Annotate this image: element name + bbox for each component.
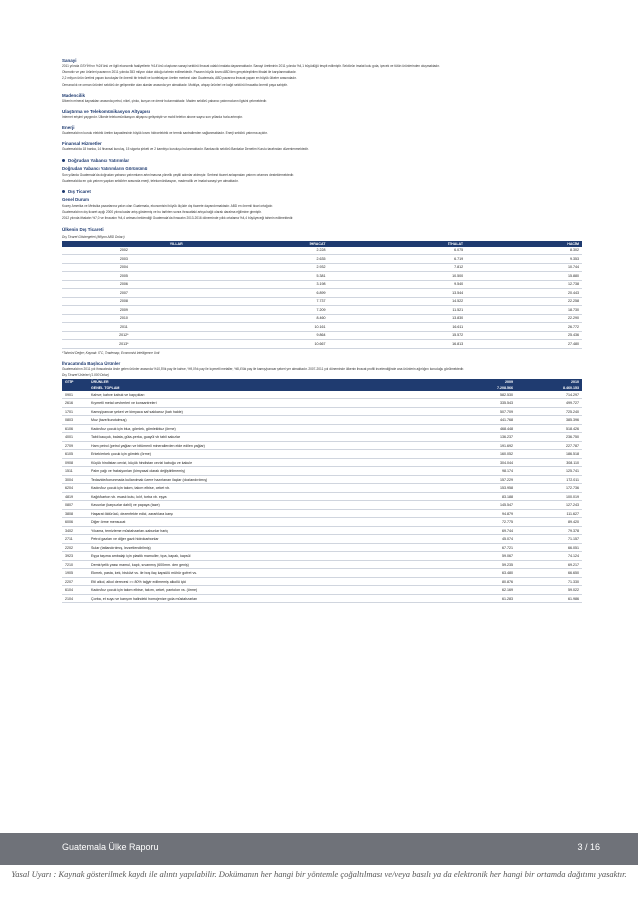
- table-cell: 15.572: [329, 331, 467, 340]
- table-cell: 3004: [62, 475, 88, 484]
- table-cell: 304.044: [450, 458, 516, 467]
- trade-para: Guatemala'nın dış ticaret açığı 2000 yılına kadar artış göstermiş ve bu tarihten sonra ihracattaki artışa bağlı olarak daralma eğilimine girmiştir.: [62, 210, 262, 215]
- table-cell: 714.297: [516, 391, 582, 399]
- col-header: İHRACAT: [186, 241, 329, 247]
- table-cell: 89.420: [516, 518, 582, 527]
- table-row: [62, 577, 582, 586]
- section-para: 2011 yılında GSYİH'nın %24'ünü ve ilgili ekonomik faaliyetlerin %14'ünü oluşturan sanayi sektörü ihracat odaklı imalata dayanmaktadır. Sanayi üretiminin 2011 yılında %4,1 büyüdüğü tespit edilmiştir. Sektörün imalat kolu gıda, içecek ve tütün ürünlerinden oluşmaktadır.: [62, 64, 440, 68]
- table-cell: Tedavide/korunmada kullanılmak üzere hazırlanan ilaçlar (dozlandırılmış): [88, 475, 450, 484]
- table-cell: 69.217: [516, 560, 582, 569]
- table-cell: 2711: [62, 535, 88, 544]
- table-cell: Kahve; kahve kabuk ve kapçıkları: [88, 391, 450, 399]
- section-para: 2,2 milyon ürün üretimi yapan kuruluşlar ile önemli bir tekstil ve konfeksiyon üretim merkezi olan Guatemala, ABD pazarına ihracat yapan en büyük ülkeler arasındadır.: [62, 76, 297, 81]
- table-row: [62, 509, 582, 518]
- table-cell: 468.448: [450, 424, 516, 433]
- table-cell: 66.650: [516, 569, 582, 578]
- table-cell: 2008: [62, 297, 186, 306]
- col-header: İTHALAT: [329, 241, 467, 247]
- table-row: [62, 484, 582, 493]
- table-cell: Tabii kauçuk, balata, güta-perka, guayül vb tabii sakızlar: [88, 433, 450, 442]
- section-heading: Madencilik: [62, 92, 86, 98]
- table-cell: 10.161: [186, 323, 329, 332]
- table-row: [62, 569, 582, 578]
- table-row: [62, 272, 582, 281]
- table-cell: 127.243: [516, 501, 582, 510]
- table-cell: 98.174: [450, 467, 516, 476]
- table-cell: Kamış/pancar şekeri ve kimyaca saf sakkaroz (katı halde): [88, 407, 450, 416]
- trade-table-title: Ülkenin Dış Ticareti: [62, 226, 104, 232]
- table-cell: 186.518: [516, 450, 582, 459]
- table-row: [62, 492, 582, 501]
- table-cell: 2.932: [186, 263, 329, 272]
- table-cell: 10.500: [329, 272, 467, 281]
- table-cell: 2004: [62, 263, 186, 272]
- table-cell: 125.741: [516, 467, 582, 476]
- table-cell: Erkek/erkek çocuk için gömlek (örme): [88, 450, 450, 459]
- table-cell: Eşya taşıma ambalajı için plastik mamuller, tıpa, kapak, kapsül: [88, 552, 450, 561]
- table-cell: 6105: [62, 450, 88, 459]
- table-cell: 2709: [62, 441, 88, 450]
- table-cell: 2013*: [62, 340, 186, 349]
- table-row: [62, 560, 582, 569]
- table-cell: 0908: [62, 458, 88, 467]
- table-cell: 12.738: [466, 280, 582, 289]
- table-cell: 25.436: [466, 331, 582, 340]
- table-cell: 441.768: [450, 416, 516, 425]
- trade-subheading: Genel Durum: [62, 197, 89, 203]
- products-para: Guatemala'nın 2011 yılı ihracatında önde gelen ürünler arasında %10,5'lik pay ile kahve, %9,0'lık pay ile kıymetli metaller, %8,4'lük pay ile kamış/pancar şekeri yer almaktadır. 2007-2011 yılı döneminde ülkenin ihracat profili incelendiğinde ana ürünlerin ağırlığını koruduğu görülmektedir.: [62, 366, 465, 371]
- legal-notice: Yasal Uyarı : Kaynak gösterilmek kaydı ile alıntı yapılabilir. Dokümanın her hangi bir yöntemle çoğaltılması ve/veya basılı ya da elektronik her hangi bir ortamda dağıtımı yasaktır.: [11, 869, 627, 879]
- table-cell: 8.460: [186, 314, 329, 323]
- table-cell: 507.709: [450, 407, 516, 416]
- table-cell: Petrol gazları ve diğer gazlı hidrokarbonlar: [88, 535, 450, 544]
- table-row: [62, 424, 582, 433]
- table-cell: 15.880: [466, 272, 582, 281]
- table-row: [62, 552, 582, 561]
- table-cell: 172.011: [516, 475, 582, 484]
- table-cell: 1701: [62, 407, 88, 416]
- fdi-para: Guatemala'da en çok yatırım yapılan sektörler arasında enerji, telekomünikasyon, madencilik ve imalat sanayi yer almaktadır.: [62, 178, 239, 183]
- table-cell: 10.744: [466, 263, 582, 272]
- col-header: ÜRÜNLER: [88, 379, 450, 385]
- table-cell: 59.067: [450, 552, 516, 561]
- table-cell: 6006: [62, 518, 88, 527]
- report-page: [62, 58, 582, 603]
- page-number: 3 / 16: [577, 842, 600, 852]
- table-cell: 45.074: [450, 535, 516, 544]
- table-cell: 2.635: [186, 255, 329, 264]
- table-cell: 7.737: [186, 297, 329, 306]
- table-cell: 172.736: [516, 484, 582, 493]
- table-cell: 6.719: [329, 255, 467, 264]
- table-cell: 71.157: [516, 535, 582, 544]
- table-cell: 3923: [62, 552, 88, 561]
- table-row: [62, 441, 582, 450]
- table-row: [62, 280, 582, 289]
- table-cell: 69.744: [450, 526, 516, 535]
- table-cell: 2012*: [62, 331, 186, 340]
- table-cell: 14.522: [329, 297, 467, 306]
- table-cell: 153.958: [450, 484, 516, 493]
- table-cell: Etil alkol, alkol derecesi >= 80% tağyir edilmemiş alkollü içki: [88, 577, 450, 586]
- text-section: [62, 125, 582, 135]
- table-cell: 2005: [62, 272, 186, 281]
- table-row: [62, 526, 582, 535]
- table-cell: 2010: [62, 314, 186, 323]
- trade-table: [62, 241, 582, 349]
- table-row: [62, 340, 582, 349]
- products-title: İhracatında Başlıca Ürünler: [62, 360, 121, 366]
- table-cell: 145.547: [450, 501, 516, 510]
- table-cell: 4001: [62, 433, 88, 442]
- products-table: [62, 379, 582, 604]
- table-row: [62, 399, 582, 408]
- table-cell: 1511: [62, 467, 88, 476]
- page-footer: [0, 833, 638, 865]
- table-cell: Yıkama, temizleme müstahzarları-sabunlar hariç: [88, 526, 450, 535]
- table-row: [62, 407, 582, 416]
- table-cell: 160.052: [450, 450, 516, 459]
- table-cell: 59.022: [516, 586, 582, 595]
- table-cell: Diğer örme mensucat: [88, 518, 450, 527]
- table-cell: Kağıt/karton vb. esaslı kutu, kılıf, torba vb. eşya: [88, 492, 450, 501]
- section-para: Ülkenin mineral kaynakları arasında petrol, nikel, çinko, kurşun ve demir bulunmaktadır. Maden sektörü yabancı yatırımcıların ilgisini çekmektedir.: [62, 98, 267, 103]
- table-cell: Haşarat öldürücü, dezenfekte edici, zararlılara karşı: [88, 509, 450, 518]
- table-row: [62, 594, 582, 603]
- table-cell: 16.813: [329, 340, 467, 349]
- table-cell: 2011: [62, 323, 186, 332]
- table-cell: 2202: [62, 543, 88, 552]
- table-cell: 26.772: [466, 323, 582, 332]
- table-cell: Çorba, et suyu ve karışım halindeki homojenize gıda müstahzarları: [88, 594, 450, 603]
- table-row: [62, 433, 582, 442]
- table-cell: 385.396: [516, 416, 582, 425]
- trade-section: [62, 189, 582, 221]
- table-row: [62, 331, 582, 340]
- table-cell: 22.258: [466, 297, 582, 306]
- table-cell: 66.051: [516, 543, 582, 552]
- text-section: [62, 141, 582, 151]
- table-row: [62, 467, 582, 476]
- table-cell: 63.480: [450, 569, 516, 578]
- bullet-icon: [62, 159, 65, 162]
- table-cell: 62.169: [450, 586, 516, 595]
- table-cell: 61.283: [450, 594, 516, 603]
- table-cell: 2616: [62, 399, 88, 408]
- table-cell: Küçük hindistan cevizi, küçük hindistan cevizi kabuğu ve kakule: [88, 458, 450, 467]
- fdi-heading: [62, 158, 582, 164]
- table-cell: 2009: [62, 306, 186, 315]
- table-cell: Demir/çelik yassı mamul, kaplı, sıvanmış (600mm. den geniş): [88, 560, 450, 569]
- table-row: [62, 586, 582, 595]
- table-cell: 72.775: [450, 518, 516, 527]
- table-cell: Kavunlar (karpuzlar dahil) ve papaya (taze): [88, 501, 450, 510]
- section-para: Guatemala'nın kurulu elektrik üretim kapasitesinin büyük kısmı hidroelektrik ve termik santrallerden sağlanmaktadır. Enerji sektörü yatırıma açıktır.: [62, 131, 268, 136]
- table-cell: 9.353: [466, 255, 582, 264]
- table-cell: Ekmek, pasta, kek, bisküvi vs. ile boş ilaç kapsülü mühür gofret vs.: [88, 569, 450, 578]
- table-cell: 13.544: [329, 289, 467, 298]
- table-cell: 83.188: [450, 492, 516, 501]
- total-cell: 7.208.566: [450, 385, 516, 391]
- table-cell: 13.830: [329, 314, 467, 323]
- table-cell: 2002: [62, 247, 186, 255]
- table-cell: Kadın/kız çocuk için takım elbise, takım, ceket, pantolon vs. (örme): [88, 586, 450, 595]
- section-para: Otomotiv ve yan ürünleri pazarının 2011 yılında 353 milyon dolar olduğu tahmin edilmektedir. Pazarın büyük kısmı ABD'den gerçekleştirilen ithalat ile karşılanmaktadır.: [62, 70, 297, 75]
- products-caption: Dış Ticaret Ürünleri (1.000 Dolar): [62, 372, 109, 377]
- table-cell: 6.075: [329, 247, 467, 255]
- table-cell: 79.378: [516, 526, 582, 535]
- table-row: [62, 314, 582, 323]
- table-cell: 22.290: [466, 314, 582, 323]
- table-cell: 136.237: [450, 433, 516, 442]
- table-cell: 27.480: [466, 340, 582, 349]
- table-row: [62, 518, 582, 527]
- table-cell: 71.330: [516, 577, 582, 586]
- table-row: [62, 458, 582, 467]
- table-cell: 100.019: [516, 492, 582, 501]
- table-cell: 8.302: [466, 247, 582, 255]
- trade-para: 2012 yılında ithalatın %7,0 ve ihracatın %4,4 artması beklendiği Guatemala'da ihracatın 2013-2016 döneminde yıllık ortalama %4,4 büyüyeceği tahmin edilmektedir.: [62, 216, 294, 221]
- col-header: GTİP: [62, 379, 88, 385]
- table-cell: 7.812: [329, 263, 467, 272]
- table-cell: 157.229: [450, 475, 516, 484]
- trade-table-note: *Tahmini Değer; Kaynak: ITC, Trademap, Economist Intelligence Unit: [62, 350, 160, 355]
- table-row: [62, 263, 582, 272]
- section-para: Ormancılık ve orman ürünleri sektörü de gelişmekte olan alanlar arasında yer almaktadır. Mobilya, ahşap ürünleri ve kağıt sektörü ihracatta önemli paya sahiptir.: [62, 82, 288, 87]
- col-header: 2010: [516, 379, 582, 385]
- table-cell: 335.543: [450, 399, 516, 408]
- table-row: [62, 255, 582, 264]
- footer-title: Guatemala Ülke Raporu: [62, 842, 159, 852]
- table-cell: 2104: [62, 594, 88, 603]
- table-cell: 518.426: [516, 424, 582, 433]
- text-sections: [62, 58, 582, 152]
- table-row: [62, 543, 582, 552]
- table-row: [62, 416, 582, 425]
- table-cell: 67.721: [450, 543, 516, 552]
- section-heading: Ulaştırma ve Telekomünikasyon Altyapısı: [62, 109, 151, 115]
- table-cell: 725.240: [516, 407, 582, 416]
- table-cell: 0807: [62, 501, 88, 510]
- table-row: [62, 391, 582, 399]
- table-cell: 3.198: [186, 280, 329, 289]
- text-section: [62, 109, 582, 119]
- section-para: Guatemala'da 18 banka, 14 finansal kuruluş, 15 sigorta şirketi ve 2 kambiyo kuruluşu bulunmaktadır. Bankacılık sektörü Bankalar Denetim Kurulu tarafından düzenlenmektedir.: [62, 147, 309, 152]
- table-cell: 94.879: [450, 509, 516, 518]
- table-cell: 2207: [62, 577, 88, 586]
- total-cell: 8.460.153: [516, 385, 582, 391]
- table-cell: 3808: [62, 509, 88, 518]
- table-row: [62, 306, 582, 315]
- table-row: [62, 450, 582, 459]
- table-cell: Kadın/kız çocuk için takım, takım elbise, ceket vb.: [88, 484, 450, 493]
- table-cell: 18.730: [466, 306, 582, 315]
- table-cell: 6106: [62, 424, 88, 433]
- table-cell: 0901: [62, 391, 88, 399]
- table-row: [62, 535, 582, 544]
- trade-heading: [62, 189, 582, 195]
- table-cell: 80.876: [450, 577, 516, 586]
- table-cell: Kıymetli metal cevherleri ve konsantreleri: [88, 399, 450, 408]
- col-header: 2009: [450, 379, 516, 385]
- section-heading: Enerji: [62, 125, 75, 131]
- table-cell: 61.986: [516, 594, 582, 603]
- table-cell: 16.611: [329, 323, 467, 332]
- table-row: [62, 289, 582, 298]
- text-section: [62, 58, 582, 87]
- trade-para: Kuzey Amerika ve Meksika pazarlarına yakın olan Guatemala, ekonomisini büyük ölçüde dış ticarete dayandırmaktadır. ABD en önemli ticari ortağıdır.: [62, 204, 274, 209]
- fdi-title: Doğrudan Yabancı Yatırımlar: [68, 157, 130, 163]
- table-cell: 74.124: [516, 552, 582, 561]
- table-cell: 3402: [62, 526, 88, 535]
- table-cell: 2007: [62, 289, 186, 298]
- table-cell: 0803: [62, 416, 88, 425]
- table-cell: Kadın/kız çocuk için bluz, gömlek, gömlekbluz (örme): [88, 424, 450, 433]
- fdi-subheading: Doğrudan Yabancı Yatırımların Görünümü: [62, 165, 148, 171]
- table-cell: 6104: [62, 586, 88, 595]
- fdi-section: [62, 158, 582, 183]
- fdi-para: Son yıllarda Guatemala'da doğrudan yabancı yatırımların artırılmasına yönelik çeşitli adımlar atılmıştır. Serbest ticaret anlaşmaları yatırım ortamını desteklemektedir.: [62, 172, 294, 177]
- table-row: [62, 323, 582, 332]
- table-cell: 59.235: [450, 560, 516, 569]
- table-cell: Sular (tatlandırılmış, lezzetlendirilmiş): [88, 543, 450, 552]
- table-cell: 6204: [62, 484, 88, 493]
- table-row: [62, 475, 582, 484]
- table-cell: Ham petrol (petrol yağları ve bitümenli minerallerden elde edilen yağlar): [88, 441, 450, 450]
- table-cell: 2003: [62, 255, 186, 264]
- table-cell: 7.209: [186, 306, 329, 315]
- table-cell: 2.228: [186, 247, 329, 255]
- table-cell: 191.692: [450, 441, 516, 450]
- table-cell: 111.627: [516, 509, 582, 518]
- table-cell: 499.727: [516, 399, 582, 408]
- table-cell: Muz (taze/kurutulmuş): [88, 416, 450, 425]
- section-heading: Sanayi: [62, 58, 77, 63]
- total-cell: GENEL TOPLAM: [88, 385, 450, 391]
- table-cell: 2006: [62, 280, 186, 289]
- text-section: [62, 93, 582, 103]
- table-cell: 4819: [62, 492, 88, 501]
- table-cell: 236.750: [516, 433, 582, 442]
- table-cell: 5.381: [186, 272, 329, 281]
- table-cell: 10.667: [186, 340, 329, 349]
- col-header: YILLAR: [62, 241, 186, 247]
- table-cell: 9.540: [329, 280, 467, 289]
- table-cell: 9.864: [186, 331, 329, 340]
- col-header: HACİM: [466, 241, 582, 247]
- section-heading: Finansal Hizmetler: [62, 141, 102, 147]
- table-cell: 582.530: [450, 391, 516, 399]
- table-row: [62, 247, 582, 255]
- table-cell: 20.443: [466, 289, 582, 298]
- table-cell: 308.110: [516, 458, 582, 467]
- trade-title: Dış Ticaret: [68, 189, 91, 195]
- bullet-icon: [62, 190, 65, 193]
- table-cell: Palm yağı ve fraksiyonları (kimyasal olarak değiştirilmemiş): [88, 467, 450, 476]
- table-row: [62, 297, 582, 306]
- table-cell: 7210: [62, 560, 88, 569]
- table-cell: 1905: [62, 569, 88, 578]
- table-cell: 11.521: [329, 306, 467, 315]
- table-row: [62, 501, 582, 510]
- trade-table-caption: Dış Ticaret Göstergeleri (Milyon ABD Doları): [62, 234, 125, 239]
- table-cell: 6.899: [186, 289, 329, 298]
- table-cell: 227.787: [516, 441, 582, 450]
- section-para: İnternet erişimi yaygındır. Ülkede telekomünikasyon altyapısı gelişmiştir ve mobil telefon abone sayısı son yıllarda hızla artmıştır.: [62, 115, 243, 120]
